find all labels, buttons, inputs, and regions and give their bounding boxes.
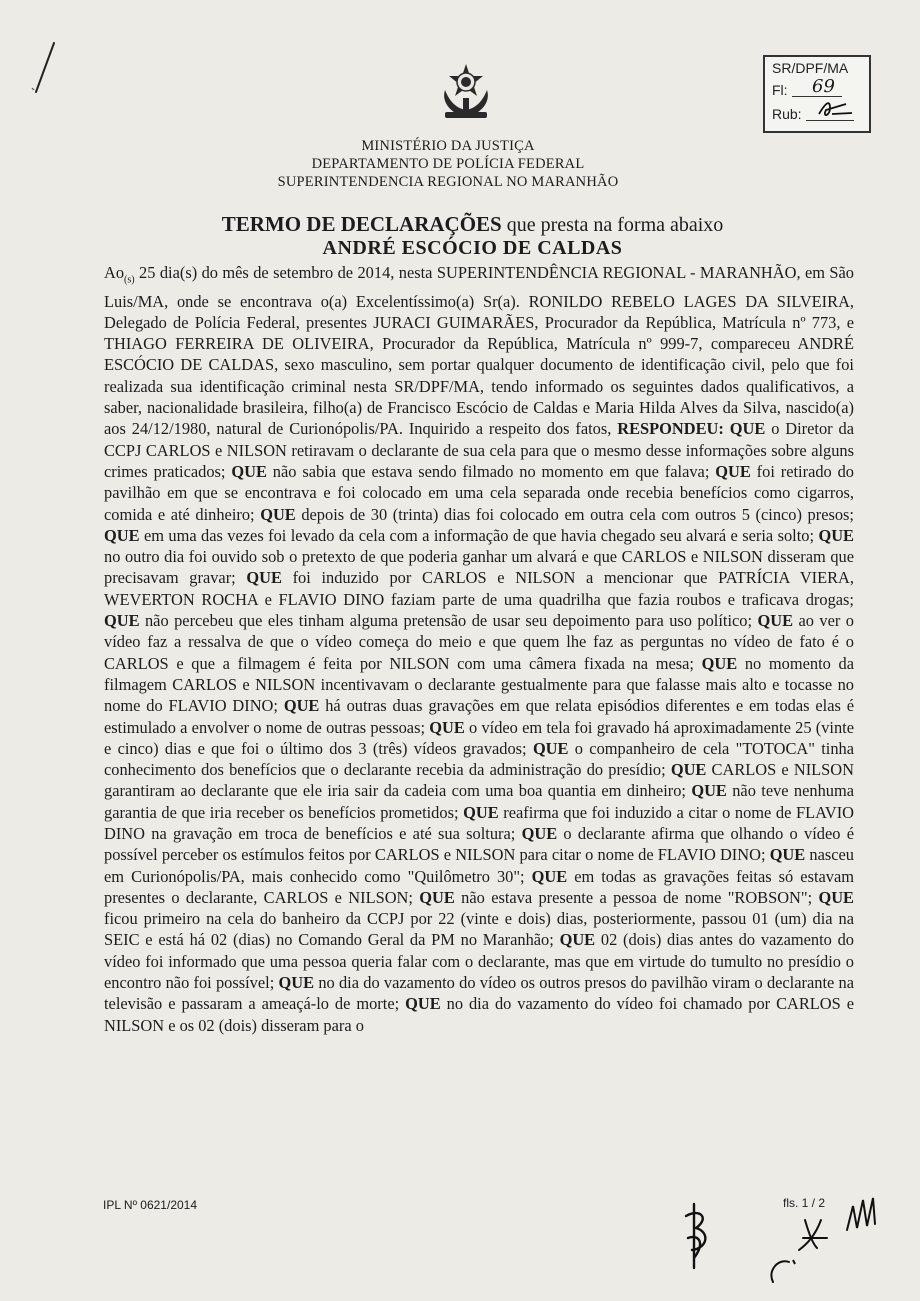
header-ministry: MINISTÉRIO DA JUSTIÇA (361, 138, 535, 154)
que-keyword: QUE (463, 802, 499, 822)
que-keyword: QUE (419, 887, 455, 907)
que-keyword: QUE (691, 781, 727, 801)
statement-text: reafirma que foi induzido a citar o nome de FLAVIO DINO na gravação em troca de benefícios e até sua soltura; (104, 802, 854, 843)
title-rest: que presta na forma abaixo (501, 214, 724, 236)
statement-text: no dia do vazamento do vídeo os outros presos do pavilhão viram o declarante na televisão e passaram a ameaçá-lo de morte; (104, 973, 854, 1014)
rubric-signature (816, 98, 856, 120)
handwritten-initial-signature (680, 1198, 716, 1272)
que-keyword: QUE (405, 994, 441, 1014)
header-department: DEPARTAMENTO DE POLÍCIA FEDERAL (311, 156, 585, 172)
statement-text: o vídeo em tela foi gravado há aproximadamente 25 (vinte e cinco) dias e que foi o último dos 3 (três) vídeos gravados; (104, 717, 854, 758)
que-keyword: QUE (278, 973, 315, 993)
stamp-rubric-row (772, 106, 854, 122)
statement-text: foi retirado do pavilhão em que se encontrava e foi colocado em uma cela separada onde recebia benefícios como cigarros, comida e até dinheiro; (104, 461, 855, 524)
statement-text: o Diretor da CCPJ CARLOS e NILSON retiravam o declarante de sua cela para que o mesmo desse informações sobre alguns crimes praticados; (104, 419, 854, 481)
statement-text: no outro dia foi ouvido sob o pretexto de que poderia ganhar um alvará e que CARLOS e NILSON disseram que precisavam gravar; (104, 547, 854, 588)
document-title (0, 212, 920, 237)
stamp-rubric-label: Rub: (772, 106, 802, 122)
handwritten-signature (765, 1190, 885, 1294)
que-keyword: QUE (104, 525, 140, 545)
que-keyword: QUE (260, 504, 296, 524)
que-keyword: QUE (559, 930, 596, 950)
inquiry-number: IPL Nº 0621/2014 (103, 1198, 198, 1212)
statement-text: no dia do vazamento do vídeo foi chamado por CARLOS e NILSON e os 02 (dois) disseram para o (104, 994, 854, 1035)
statement-text: no momento da filmagem CARLOS e NILSON incentivavam o declarante gestualmente para que falasse mais alto e tocasse no nome do FLAVIO DINO; (104, 653, 854, 716)
body-statements (104, 419, 854, 1034)
declaration-body (104, 262, 854, 1036)
que-keyword: QUE (818, 887, 854, 907)
statement-text: CARLOS e NILSON garantiram ao declarante que ele iria sair da cadeia com uma boa quantia em dinheiro; (104, 760, 854, 801)
statement-text: não percebeu que eles tinham alguma pretensão de usar seu depoimento para uso político; (139, 611, 758, 631)
statement-text: não estava presente a pessoa de nome "ROBSON"; (454, 887, 819, 907)
que-keyword: QUE (818, 525, 854, 545)
pen-stroke-mark (30, 40, 60, 95)
statement-text: o companheiro de cela "TOTOCA" tinha conhecimento dos benefícios que o declarante recebia da administração do presídio; (104, 738, 854, 780)
que-keyword: QUE (715, 461, 751, 481)
body-ao: Ao (104, 263, 125, 282)
que-keyword: QUE (757, 611, 794, 631)
que-keyword: QUE (531, 866, 568, 886)
statement-text: há outras duas gravações em que relata episódios diferentes e em todas elas é estimulado a envolver o nome de outras pessoas; (104, 696, 855, 737)
statement-text: depois de 30 (trinta) dias foi colocado em outra cela com outros 5 (cinco) presos; (295, 504, 854, 524)
que-keyword: QUE (670, 760, 707, 780)
statement-text: o declarante afirma que olhando o vídeo é possível perceber os estímulos feitos por CARLOS e NILSON para citar o nome de FLAVIO DINO; (104, 824, 854, 865)
body-responded: RESPONDEU: (617, 419, 724, 439)
que-keyword: QUE (283, 696, 320, 716)
que-keyword: QUE (104, 611, 140, 631)
que-keyword: QUE (429, 717, 465, 737)
folio-stamp (763, 55, 871, 133)
page-count: fls. 1 / 2 (783, 1196, 826, 1210)
stamp-folio-number: 69 (812, 76, 835, 97)
que-keyword: QUE (231, 461, 267, 481)
brazil-coat-of-arms-emblem (437, 62, 495, 122)
que-keyword: QUE (701, 653, 738, 673)
que-keyword: QUE (246, 568, 282, 588)
statement-text: ficou primeiro na cela do banheiro da CCPJ por 22 (vinte e dois) dias, posteriormente, passou 01 (um) dia na SEIC e está há 02 (dias) no Comando Geral da PM no Maranhão; (104, 909, 854, 950)
que-keyword: QUE (521, 824, 558, 843)
body-ao-sub: (s) (124, 274, 135, 286)
statement-text: 02 (dois) dias antes do vazamento do vídeo foi informado que uma pessoa queria falar com o declarante, mas que em virtude do tumulto no presídio o encontro não foi possível; (104, 930, 854, 993)
statement-text: não teve nenhuma garantia de que iria receber os benefícios prometidos; (104, 781, 854, 822)
stamp-folio-row (772, 76, 842, 98)
statement-text: nasceu em Curionópolis/PA, mais conhecido como "Quilômetro 30"; (104, 845, 854, 886)
statement-text: em uma das vezes foi levado da cela com a informação de que havia chegado seu alvará e seria solto; (139, 525, 819, 545)
que-keyword: QUE (729, 419, 766, 439)
que-keyword: QUE (532, 738, 569, 758)
body-intro: 25 dia(s) do mês de setembro de 2014, nesta SUPERINTENDÊNCIA REGIONAL - MARANHÃO, em São Luis/MA, onde se encontrava o(a) Excelentíssimo(a) Sr(a). RONILDO REBELO LAGES DA SILVEIRA, Delegado de Polícia Federal, presentes JURACI GUIMARÃES, Procurador da República, Matrícula nº 773, e THIAGO FERREIRA DE OLIVEIRA, Procurador da República, Matrícula nº 999-7, compareceu ANDRÉ ESCÓCIO DE CALDAS, sexo masculino, sem portar qualquer documento de identificação civil, pelo que foi realizada sua identificação criminal nesta SR/DPF/MA, tendo informado os seguintes dados qualificativos, a saber, nacionalidade brasileira, filho(a) de Francisco Escócio de Caldas e Maria Hilda Alves da Silva, nascido(a) aos 24/12/1980, natural de Curionópolis/PA. Inquirido a respeito dos fatos, (104, 263, 854, 439)
header-superintendency: SUPERINTENDENCIA REGIONAL NO MARANHÃO (277, 174, 619, 190)
statement-text: foi induzido por CARLOS e NILSON a mencionar que PATRÍCIA VIERA, WEVERTON ROCHA e FLAVIO DINO faziam parte de uma quadrilha que fazia roubos e traficava drogas; (104, 568, 854, 609)
statement-text: não sabia que estava sendo filmado no momento em que falava; (266, 461, 716, 481)
stamp-office: SR/DPF/MA (772, 60, 849, 76)
statement-text: em todas as gravações feitas só estavam presentes o declarante, CARLOS e NILSON; (104, 866, 854, 907)
stamp-folio-label: Fl: (772, 82, 788, 98)
que-keyword: QUE (769, 845, 806, 865)
declarant-name: ANDRÉ ESCÓCIO DE CALDAS (322, 237, 623, 259)
statement-text: ao ver o vídeo faz a ressalva de que o vídeo começa do meio e que quem lhe faz as perguntas no vídeo de fato é o CARLOS e que a filmagem é feita por NILSON com uma câmera fixada na mesa; (104, 611, 854, 673)
title-bold: TERMO DE DECLARAÇÕES (221, 212, 502, 236)
